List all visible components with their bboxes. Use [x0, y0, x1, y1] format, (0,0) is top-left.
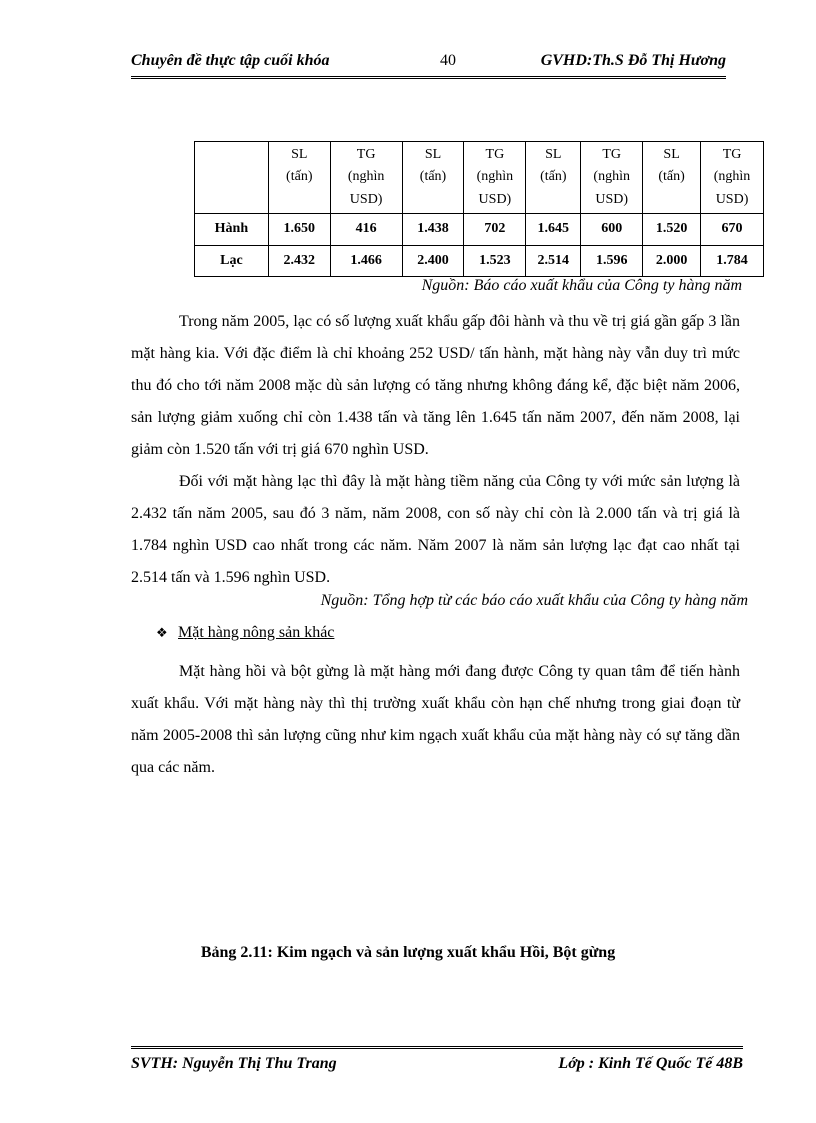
table-cell: 670: [701, 214, 764, 245]
table-corner-cell: [195, 142, 269, 214]
table-cell: 1.784: [701, 245, 764, 276]
footer-student: SVTH: Nguyễn Thị Thu Trang: [131, 1055, 337, 1072]
table-header-cell: SL (tấn): [526, 142, 581, 214]
table-header-row: [195, 142, 764, 214]
table-header-cell: SL (tấn): [402, 142, 464, 214]
paragraph-peanut: Đối với mặt hàng lạc thì đây là mặt hàng tiềm năng của Công ty với mức sản lượng là 2.432 tấn năm 2005, sau đó 3 năm, năm 2008, con số này chỉ còn là 2.000 tấn và trị giá là 1.784 nghìn USD cao nhất trong các năm. Năm 2007 là năm sản lượng lạc đạt cao nhất tại 2.514 tấn và 1.596 nghìn USD.: [131, 473, 740, 586]
table-cell: 1.523: [464, 245, 526, 276]
section-heading-text: Mặt hàng nông sản khác: [178, 624, 335, 641]
table-header-cell: TG (nghìn USD): [464, 142, 526, 214]
table-cell: 2.432: [268, 245, 330, 276]
table-cell: 2.514: [526, 245, 581, 276]
table-cell: 1.650: [268, 214, 330, 245]
header-document-title: Chuyên đề thực tập cuối khóa: [131, 52, 330, 69]
table-cell: 702: [464, 214, 526, 245]
row-label: Lạc: [195, 245, 269, 276]
page-number: 40: [440, 52, 456, 69]
paragraph-star-anise-ginger: Mặt hàng hồi và bột gừng là mặt hàng mới đang được Công ty quan tâm để tiến hành xuất khẩu. Với mặt hàng này thì thị trường xuất khẩu còn hạn chế nhưng trong giai đoạn từ năm 2005-2008 thì sản lượng cũng như kim ngạch xuất khẩu của mặt hàng này có sự tăng dần qua các năm.: [131, 663, 740, 776]
table-cell: 416: [330, 214, 402, 245]
table-source-note: Nguồn: Báo cáo xuất khẩu của Công ty hàng năm: [421, 277, 742, 294]
table-header-cell: TG (nghìn USD): [701, 142, 764, 214]
diamond-bullet-icon: ❖: [156, 626, 168, 641]
table-cell: 2.400: [402, 245, 464, 276]
table-header-cell: SL (tấn): [268, 142, 330, 214]
footer-class: Lớp : Kinh Tế Quốc Tế 48B: [558, 1055, 743, 1072]
row-label: Hành: [195, 214, 269, 245]
table-header-cell: SL (tấn): [643, 142, 701, 214]
page-header: [131, 52, 726, 79]
table-cell: 1.520: [643, 214, 701, 245]
table-row: [195, 214, 764, 245]
summary-source-note: Nguồn: Tổng hợp từ các báo cáo xuất khẩu của Công ty hàng năm: [320, 592, 748, 609]
table-cell: 600: [581, 214, 643, 245]
table-header-cell: TG (nghìn USD): [581, 142, 643, 214]
paragraph-onion-peanut: Trong năm 2005, lạc có số lượng xuất khẩu gấp đôi hành và thu về trị giá gần gấp 3 lần mặt hàng kia. Với đặc điểm là chỉ khoảng 252 USD/ tấn hành, mặt hàng này vẫn duy trì mức thu đó cho tới năm 2008 mặc dù sản lượng có tăng nhưng không đáng kể, đặc biệt năm 2006, sản lượng giảm xuống chỉ còn 1.438 tấn và tăng lên 1.645 tấn năm 2007, đến năm 2008, lại giảm còn 1.520 tấn với trị giá 670 nghìn USD.: [131, 313, 740, 458]
section-heading-other-products: [156, 624, 334, 642]
table-cell: 1.466: [330, 245, 402, 276]
table-header-cell: TG (nghìn USD): [330, 142, 402, 214]
table-cell: 1.645: [526, 214, 581, 245]
table-cell: 1.438: [402, 214, 464, 245]
page-footer: [131, 1046, 743, 1079]
table-cell: 2.000: [643, 245, 701, 276]
table-caption: Bảng 2.11: Kim ngạch và sản lượng xuất khẩu Hồi, Bột gừng: [200, 944, 616, 961]
header-advisor: GVHD:Th.S Đỗ Thị Hương: [540, 52, 726, 69]
export-table: [194, 141, 764, 277]
table-row: [195, 245, 764, 276]
table-cell: 1.596: [581, 245, 643, 276]
